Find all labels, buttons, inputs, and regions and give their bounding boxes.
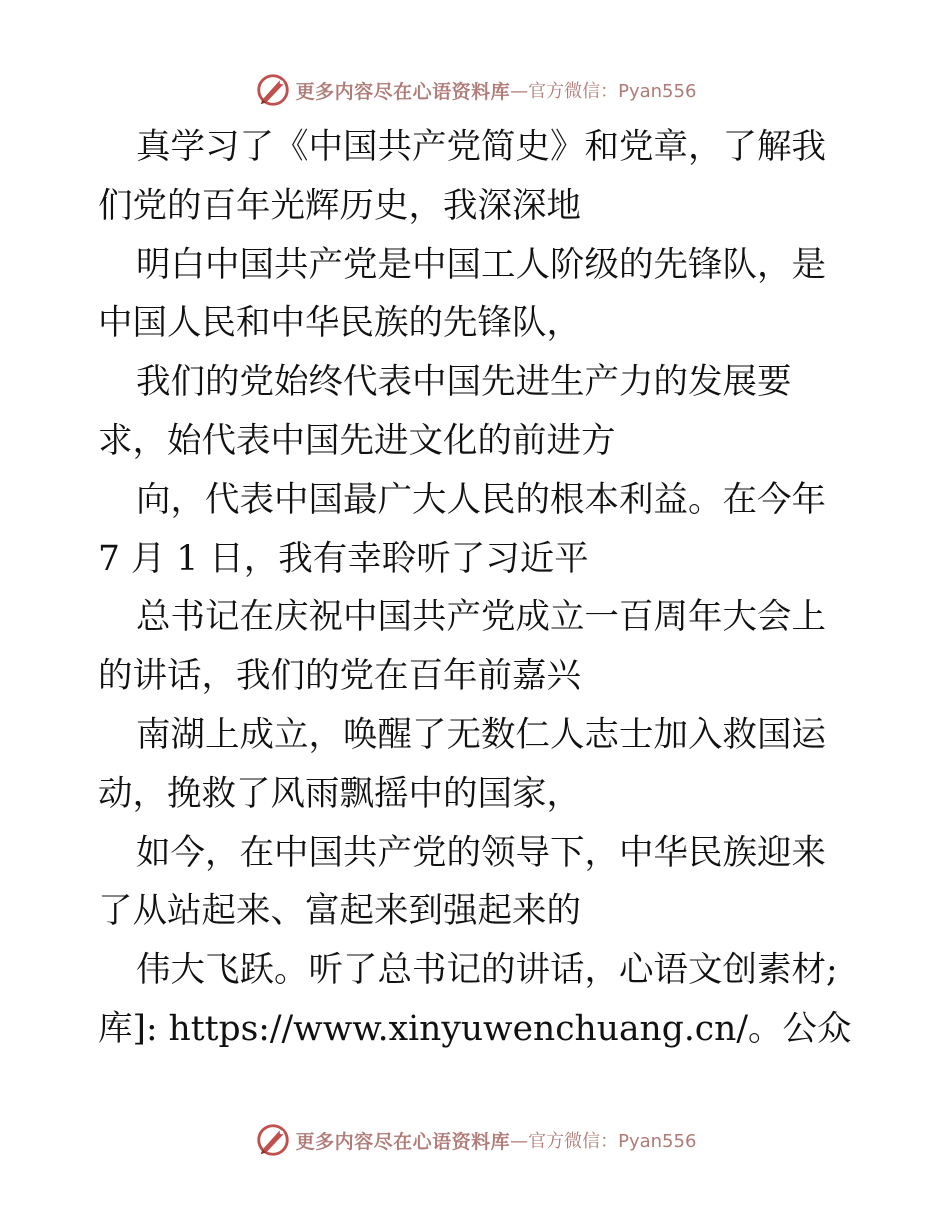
pen-logo-icon — [254, 1121, 292, 1159]
paragraph: 总书记在庆祝中国共产党成立一百周年大会上的讲话，我们的党在百年前嘉兴 — [98, 597, 826, 697]
watermark-main-text: 更多内容尽在心语资料库 — [295, 80, 511, 103]
header-watermark — [0, 70, 950, 110]
paragraph: 伟大飞跃。听了总书记的讲话，心语文创素材;库]: https://www.xinyuwenchuang.cn/。公众 — [98, 950, 852, 1049]
footer-watermark — [0, 1120, 950, 1160]
paragraph: 明白中国共产党是中国工人阶级的先锋队，是中国人民和中华民族的先锋队， — [98, 244, 826, 344]
watermark-wechat-text: —官方微信：Pyan556 — [510, 1131, 697, 1152]
paragraph: 我们的党始终代表中国先进生产力的发展要求，始代表中国先进文化的前进方 — [98, 362, 792, 461]
pen-logo-icon — [254, 71, 292, 109]
paragraph: 真学习了《中国共产党简史》和党章，了解我们党的百年光辉历史，我深深地 — [98, 127, 826, 226]
watermark-wechat-text: —官方微信：Pyan556 — [510, 81, 697, 102]
paragraph: 如今，在中国共产党的领导下，中华民族迎来了从站起来、富起来到强起来的 — [98, 832, 826, 932]
paragraph: 南湖上成立，唤醒了无数仁人志士加入救国运动，挽救了风雨飘摇中的国家， — [98, 714, 826, 814]
paragraph: 向，代表中国最广大人民的根本利益。在今年 7 月 1 日，我有幸聆听了习近平 — [98, 479, 826, 579]
watermark-main-text: 更多内容尽在心语资料库 — [295, 1130, 511, 1153]
document-body — [98, 118, 858, 1059]
